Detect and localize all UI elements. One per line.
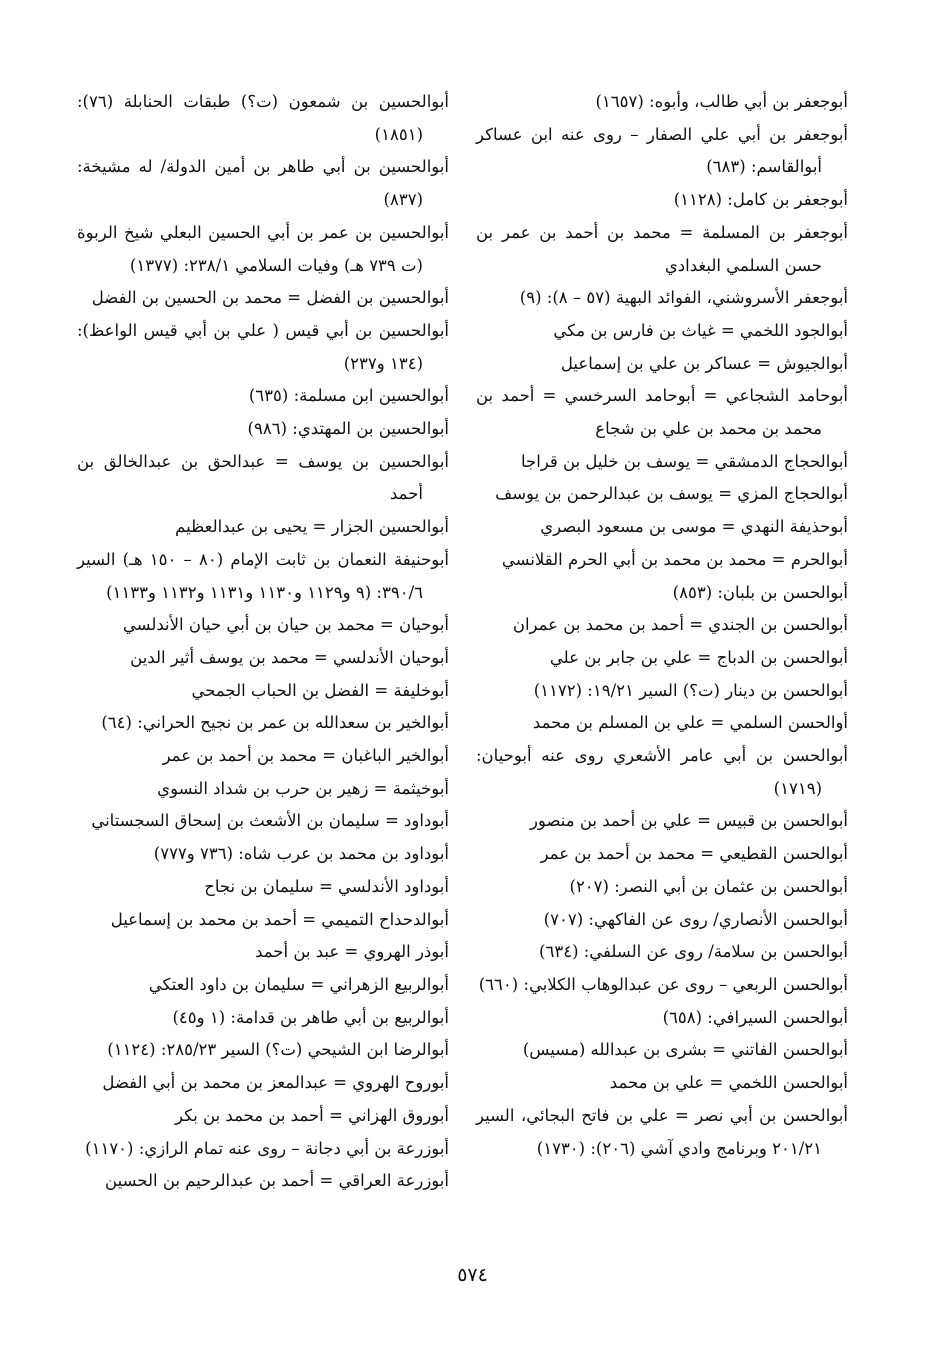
index-entry: أبوالحسن اللخمي = علي بن محمد xyxy=(609,1073,848,1093)
index-entry: أبوحامد الشجاعي = أبوحامد السرخسي = أحمد بن محمد بن محمد بن علي بن شجاع xyxy=(476,386,848,439)
index-entry: أبوالحسين بن أبي طاهر بن أمين الدولة/ له مشيخة: (٨٣٧) xyxy=(77,157,449,210)
index-entry: أبوالحجاج المزي = يوسف بن عبدالرحمن بن يوسف xyxy=(495,484,848,504)
index-entry: أبوروق الهزاني = أحمد بن محمد بن بكر xyxy=(174,1105,449,1125)
index-column-right xyxy=(476,86,848,1165)
index-entry: أبوجعفر الأسروشني، الفوائد البهية (٥٧ – ٨): (٩) xyxy=(519,288,848,308)
index-entry: أبوخيثمة = زهير بن حرب بن شداد النسوي xyxy=(157,778,449,798)
index-entry: أبوالحسن بن بلبان: (٨٥٣) xyxy=(672,582,848,602)
index-entry: أبوالحسن بن أبي نصر = علي بن فاتح البجائي، السير ٢٠١/٢١ وبرنامج وادي آشي (٢٠٦): (١٧٣٠) xyxy=(476,1105,848,1158)
index-entry: أبوالحسن بن سلامة/ روى عن السلفي: (٦٣٤) xyxy=(539,942,848,962)
index-entry: أبوحذيفة النهدي = موسى بن مسعود البصري xyxy=(540,517,848,537)
index-entry: أبوالحسن بن عثمان بن أبي النصر: (٢٠٧) xyxy=(569,876,848,896)
index-entry: أبوالحسن الربعي – روى عن عبدالوهاب الكلابي: (٦٦٠) xyxy=(478,974,848,994)
index-entry: أبوالحسن بن قبيس = علي بن أحمد بن منصور xyxy=(529,811,848,831)
index-entry: أبوالحسن بن الجندي = أحمد بن محمد بن عمران xyxy=(512,615,848,635)
index-entry: أبوالخير بن سعدالله بن عمر بن نجيح الحراني: (٦٤) xyxy=(101,713,449,733)
index-entry: أبوداود بن محمد بن عرب شاه: (٧٣٦ و٧٧٧) xyxy=(153,844,449,864)
index-entry: أبوزرعة العراقي = أحمد بن عبدالرحيم بن الحسين xyxy=(105,1171,449,1191)
index-entry: أبوجعفر بن كامل: (١١٢٨) xyxy=(673,190,848,210)
page-number: ٥٧٤ xyxy=(457,1264,488,1286)
index-entry: أبوالحسين بن أبي قيس ( علي بن أبي قيس الواعظ): (١٣٤ و٢٣٧) xyxy=(77,320,449,373)
index-entry: أبوالجيوش = عساكر بن علي بن إسماعيل xyxy=(560,353,848,373)
index-entry: أبوالحسن بن الدباج = علي بن جابر بن علي xyxy=(549,647,848,667)
index-entry: أبوالحرم = محمد بن محمد بن أبي الحرم القلانسي xyxy=(501,549,848,569)
index-entry: أبوالحجاج الدمشقي = يوسف بن خليل بن قراجا xyxy=(520,451,848,471)
index-entry: أبوالحسين بن يوسف = عبدالحق بن عبدالخالق بن أحمد xyxy=(77,451,449,504)
index-entry: أبوالجود اللخمي = غياث بن فارس بن مكي xyxy=(553,320,848,340)
index-entry: أبوزرعة بن أبي دجانة – روى عنه تمام الرازي: (١١٧٠) xyxy=(85,1138,449,1158)
index-entry: أوالحسن السلمي = علي بن المسلم بن محمد xyxy=(532,713,848,733)
index-entry: أبوالخير الباغبان = محمد بن أحمد بن عمر xyxy=(162,746,449,766)
index-entry: أبوالحسين الجزار = يحيى بن عبدالعظيم xyxy=(175,517,449,537)
index-entry: أبوالحسين بن شمعون (ت؟) طبقات الحنابلة (٧٦): (١٨٥١) xyxy=(77,92,449,144)
index-entry: أبوجعفر بن أبي طالب، وأبوه: (١٦٥٧) xyxy=(595,92,848,111)
index-entry: أبوالرضا ابن الشيحي (ت؟) السير ٢٨٥/٢٣: (١١٢٤) xyxy=(107,1040,449,1060)
index-entry: أبوالحسن القطيعي = محمد بن أحمد بن عمر xyxy=(540,844,848,864)
index-entry: أبوالربيع بن أبي طاهر بن قدامة: (١ و٤٥) xyxy=(172,1007,449,1027)
index-entry: أبوحنيفة النعمان بن ثابت الإمام (٨٠ – ١٥٠ هـ) السير ٣٩٠/٦: (٩ و١١٢٩ و١١٣٠ و١١٣١ و١١٣٢ و١١٣٣) xyxy=(77,549,449,602)
index-entry: أبوخليفة = الفضل بن الحباب الجمحي xyxy=(191,680,449,700)
index-entry: أبوالحسين بن عمر بن أبي الحسين البعلي شيخ الربوة (ت ٧٣٩ هـ) وفيات السلامي ٢٣٨/١: (١٣٧٧) xyxy=(77,222,449,275)
index-entry: أبوالحسن الفاتني = بشرى بن عبدالله (مسيس) xyxy=(522,1040,848,1060)
index-entry: أبوالحسن الأنصاري/ روى عن الفاكهي: (٧٠٧) xyxy=(543,909,848,929)
index-entry: أبوالحسن بن دينار (ت؟) السير ١٩/٢١: (١١٧٢) xyxy=(533,680,848,700)
index-entry: أبوالربيع الزهراني = سليمان بن داود العتكي xyxy=(148,974,449,994)
index-entry: أبوالدحداح التميمي = أحمد بن محمد بن إسماعيل xyxy=(110,909,449,929)
index-entry: أبوالحسن السيرافي: (٦٥٨) xyxy=(662,1007,848,1027)
index-entry: أبوالحسين ابن مسلمة: (٦٣٥) xyxy=(248,386,449,406)
index-entry: أبوحيان = محمد بن حيان بن أبي حيان الأندلسي xyxy=(122,615,449,635)
index-column-left xyxy=(77,86,449,1198)
index-entry: أبوالحسن بن أبي عامر الأشعري روى عنه أبوحيان: (١٧١٩) xyxy=(476,746,848,798)
index-entry: أبوذر الهروي = عبد بن أحمد xyxy=(255,942,449,962)
index-entry: أبوالحسين بن الفضل = محمد بن الحسين بن الفضل xyxy=(91,288,449,308)
index-entry: أبوحيان الأندلسي = محمد بن يوسف أثير الدين xyxy=(130,647,449,667)
index-entry: أبوجعفر بن أبي علي الصفار – روى عنه ابن عساكر أبوالقاسم: (٦٨٣) xyxy=(476,124,848,177)
index-entry: أبوداود = سليمان بن الأشعث بن إسحاق السجستاني xyxy=(91,811,449,831)
index-entry: أبوروح الهروي = عبدالمعز بن محمد بن أبي الفضل xyxy=(102,1073,449,1093)
index-entry: أبوالحسين بن المهتدي: (٩٨٦) xyxy=(247,419,449,439)
index-entry: أبوداود الأندلسي = سليمان بن نجاح xyxy=(204,876,449,896)
index-entry: أبوجعفر بن المسلمة = محمد بن أحمد بن عمر بن حسن السلمي البغدادي xyxy=(476,222,848,275)
